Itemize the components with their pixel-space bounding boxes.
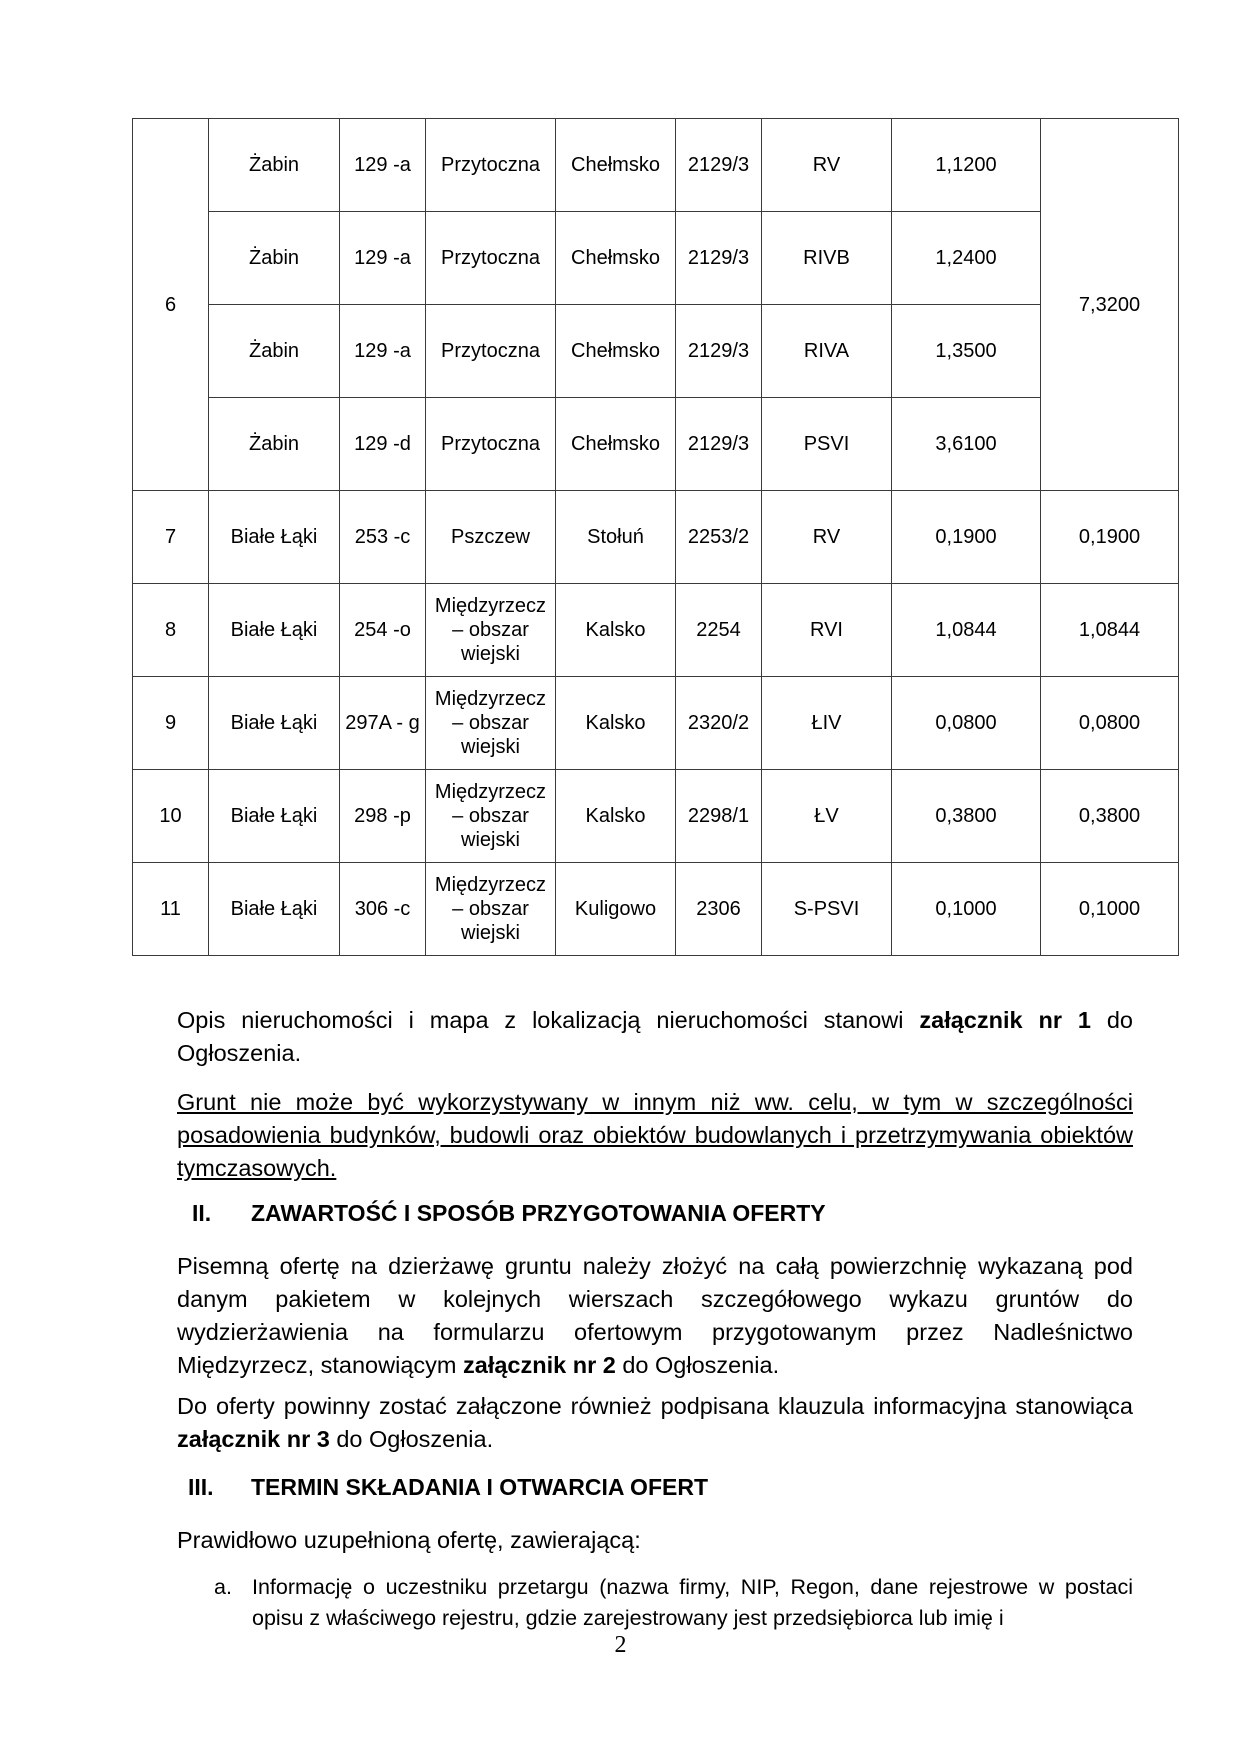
cell-dzialka: 2129/3	[676, 398, 762, 491]
cell-dzialka: 2306	[676, 863, 762, 956]
cell-klasa: ŁIV	[762, 677, 892, 770]
cell-gmina: Międzyrzecz – obszar wiejski	[426, 677, 556, 770]
cell-lp: 6	[133, 119, 209, 491]
cell-gmina: Przytoczna	[426, 305, 556, 398]
cell-gmina: Przytoczna	[426, 398, 556, 491]
cell-razem: 0,1900	[1041, 491, 1179, 584]
paragraph-attachments: Do oferty powinny zostać załączone również podpisana klauzula informacyjna stanowiąca załącznik nr 3 do Ogłoszenia.	[177, 1393, 1133, 1452]
cell-obreb: Kalsko	[556, 584, 676, 677]
cell-klasa: ŁV	[762, 770, 892, 863]
paragraph-offer-form: Pisemną ofertę na dzierżawę gruntu należy złożyć na całą powierzchnię wykazaną pod danym pakietem w kolejnych wierszach szczegółowego wykazu gruntów do wydzierżawienia na formularzu ofertowym przygotowanym przez Nadleśnictwo Międzyrzecz, stanowiącym załącznik nr 2 do Ogłoszenia.	[177, 1253, 1133, 1378]
paragraph-description: Opis nieruchomości i mapa z lokalizacją nieruchomości stanowi załącznik nr 1 do Ogłoszenia.	[177, 1007, 1133, 1066]
cell-gmina: Przytoczna	[426, 212, 556, 305]
cell-dzialka: 2129/3	[676, 305, 762, 398]
cell-oddzial: Białe Łąki	[209, 677, 340, 770]
cell-obreb: Chełmsko	[556, 398, 676, 491]
cell-gmina: Międzyrzecz – obszar wiejski	[426, 863, 556, 956]
plots-table	[132, 118, 1179, 956]
cell-lp: 10	[133, 770, 209, 863]
cell-gmina: Międzyrzecz – obszar wiejski	[426, 584, 556, 677]
table-row	[133, 212, 1179, 305]
cell-klasa: RV	[762, 119, 892, 212]
cell-obreb: Kuligowo	[556, 863, 676, 956]
table-row	[133, 677, 1179, 770]
cell-gmina: Pszczew	[426, 491, 556, 584]
cell-klasa: RIVA	[762, 305, 892, 398]
cell-oddzial: Żabin	[209, 119, 340, 212]
cell-dzialka: 2254	[676, 584, 762, 677]
cell-obreb: Kalsko	[556, 677, 676, 770]
cell-dzialka: 2129/3	[676, 119, 762, 212]
cell-adres: 298 -p	[340, 770, 426, 863]
cell-dzialka: 2129/3	[676, 212, 762, 305]
cell-adres: 254 -o	[340, 584, 426, 677]
cell-pow: 3,6100	[892, 398, 1041, 491]
cell-adres: 129 -d	[340, 398, 426, 491]
cell-obreb: Chełmsko	[556, 305, 676, 398]
cell-pow: 1,0844	[892, 584, 1041, 677]
table-row	[133, 119, 1179, 212]
cell-klasa: PSVI	[762, 398, 892, 491]
cell-pow: 1,2400	[892, 212, 1041, 305]
cell-dzialka: 2253/2	[676, 491, 762, 584]
cell-adres: 129 -a	[340, 212, 426, 305]
table-row	[133, 863, 1179, 956]
cell-oddzial: Białe Łąki	[209, 863, 340, 956]
cell-lp: 9	[133, 677, 209, 770]
cell-oddzial: Białe Łąki	[209, 584, 340, 677]
table-row	[133, 491, 1179, 584]
cell-pow: 1,1200	[892, 119, 1041, 212]
cell-lp: 11	[133, 863, 209, 956]
cell-oddzial: Żabin	[209, 305, 340, 398]
cell-obreb: Stołuń	[556, 491, 676, 584]
cell-adres: 306 -c	[340, 863, 426, 956]
cell-pow: 1,3500	[892, 305, 1041, 398]
cell-pow: 0,0800	[892, 677, 1041, 770]
cell-razem: 0,0800	[1041, 677, 1179, 770]
table-row	[133, 584, 1179, 677]
cell-obreb: Kalsko	[556, 770, 676, 863]
cell-pow: 0,3800	[892, 770, 1041, 863]
table-row	[133, 770, 1179, 863]
table-row	[133, 398, 1179, 491]
cell-dzialka: 2320/2	[676, 677, 762, 770]
cell-razem: 1,0844	[1041, 584, 1179, 677]
page-number: 2	[614, 1632, 627, 1658]
cell-lp: 7	[133, 491, 209, 584]
cell-razem: 0,1000	[1041, 863, 1179, 956]
cell-oddzial: Białe Łąki	[209, 770, 340, 863]
cell-adres: 129 -a	[340, 119, 426, 212]
cell-gmina: Międzyrzecz – obszar wiejski	[426, 770, 556, 863]
cell-oddzial: Żabin	[209, 212, 340, 305]
cell-pow: 0,1000	[892, 863, 1041, 956]
cell-adres: 253 -c	[340, 491, 426, 584]
cell-klasa: S-PSVI	[762, 863, 892, 956]
cell-razem: 7,3200	[1041, 119, 1179, 491]
cell-razem: 0,3800	[1041, 770, 1179, 863]
cell-gmina: Przytoczna	[426, 119, 556, 212]
cell-obreb: Chełmsko	[556, 212, 676, 305]
cell-pow: 0,1900	[892, 491, 1041, 584]
cell-klasa: RV	[762, 491, 892, 584]
cell-oddzial: Żabin	[209, 398, 340, 491]
cell-adres: 129 -a	[340, 305, 426, 398]
paragraph-offer-contents-intro: Prawidłowo uzupełnioną ofertę, zawierającą:	[177, 1527, 641, 1553]
cell-dzialka: 2298/1	[676, 770, 762, 863]
cell-obreb: Chełmsko	[556, 119, 676, 212]
cell-klasa: RIVB	[762, 212, 892, 305]
cell-lp: 8	[133, 584, 209, 677]
cell-klasa: RVI	[762, 584, 892, 677]
table-row	[133, 305, 1179, 398]
paragraph-land-use-restriction: Grunt nie może być wykorzystywany w innym niż ww. celu, w tym w szczególności posadowienia budynków, budowli oraz obiektów budowlanych i przetrzymywania obiektów tymczasowych.	[177, 1089, 1133, 1181]
cell-oddzial: Białe Łąki	[209, 491, 340, 584]
cell-adres: 297A - g	[340, 677, 426, 770]
